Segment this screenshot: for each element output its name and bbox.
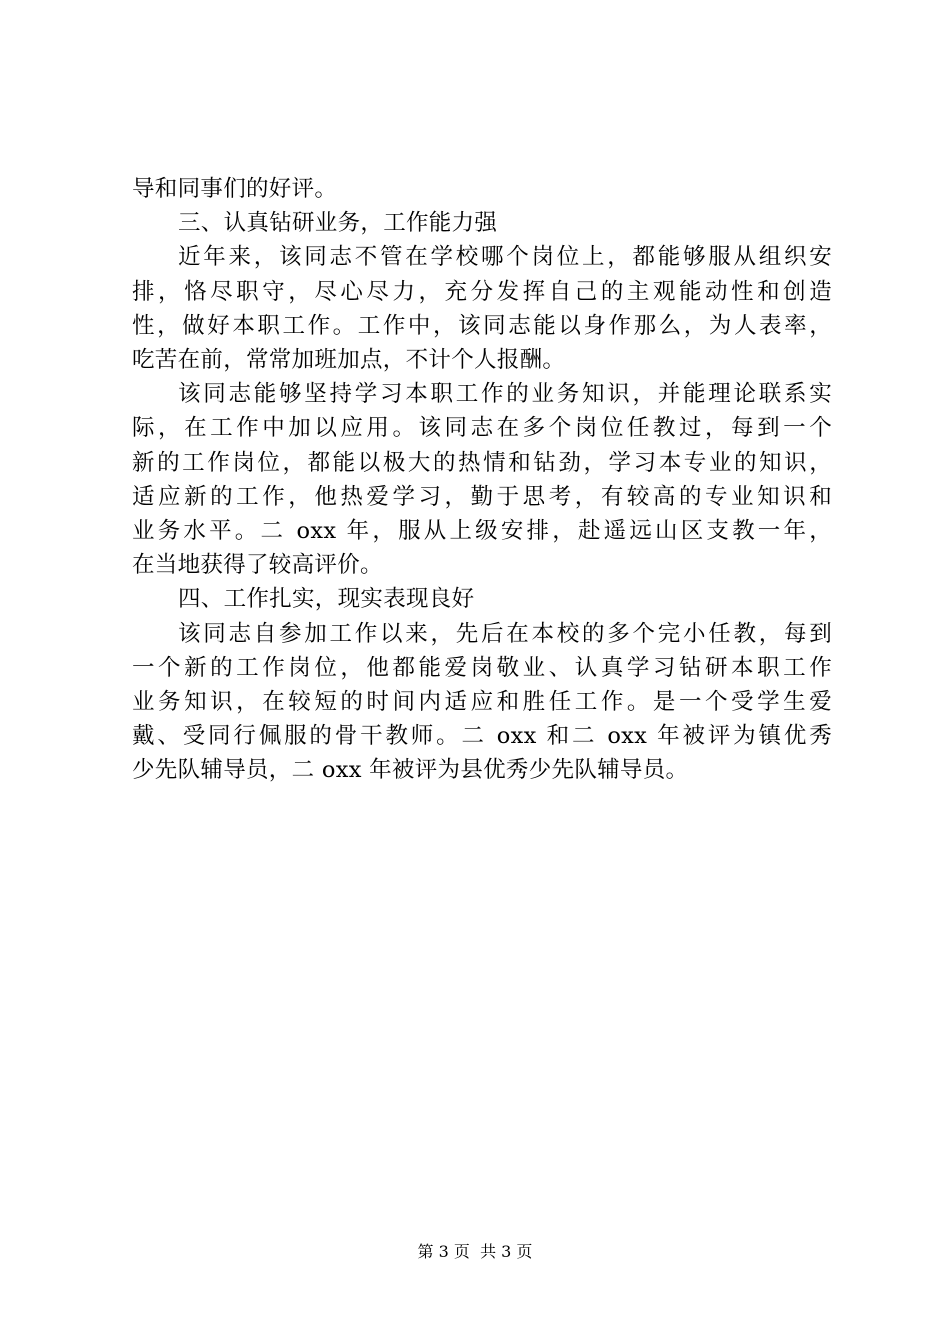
text-line: 在当地获得了较高评价。 [132,552,383,579]
text-line: 戴、受同行佩服的骨干教师。二 oxx 和二 oxx 年被评为镇优秀 [132,723,832,750]
section-heading: 三、认真钻研业务，工作能力强 [178,210,498,237]
text-line: 吃苦在前，常常加班加点，不计个人报酬。 [132,347,566,374]
text-line: 业务水平。二 oxx 年，服从上级安排，赴遥远山区支教一年， [132,518,832,545]
document-body [132,172,832,788]
text-line: 一个新的工作岗位，他都能爱岗敬业、认真学习钻研本职工作 [132,654,832,681]
text-line: 新的工作岗位，都能以极大的热情和钻劲，学习本专业的知识， [132,449,832,476]
text-line: 近年来，该同志不管在学校哪个岗位上，都能够服从组织安 [178,244,832,271]
text-line: 业务知识，在较短的时间内适应和胜任工作。是一个受学生爱 [132,689,832,716]
page-footer: 第 3 页 共 3 页 [417,1242,533,1261]
text-line: 少先队辅导员，二 oxx 年被评为县优秀少先队辅导员。 [132,757,689,784]
section-heading: 四、工作扎实，现实表现良好 [178,586,475,613]
text-line: 该同志自参加工作以来，先后在本校的多个完小任教，每到 [178,620,832,647]
text-line: 性，做好本职工作。工作中，该同志能以身作那么，为人表率， [132,312,832,339]
text-line: 导和同事们的好评。 [132,176,338,202]
text-line: 际，在工作中加以应用。该同志在多个岗位任教过，每到一个 [132,415,832,442]
text-line: 该同志能够坚持学习本职工作的业务知识，并能理论联系实 [178,381,832,408]
text-line: 排，恪尽职守，尽心尽力，充分发挥自己的主观能动性和创造 [132,278,832,305]
text-line: 适应新的工作，他热爱学习，勤于思考，有较高的专业知识和 [132,483,832,510]
